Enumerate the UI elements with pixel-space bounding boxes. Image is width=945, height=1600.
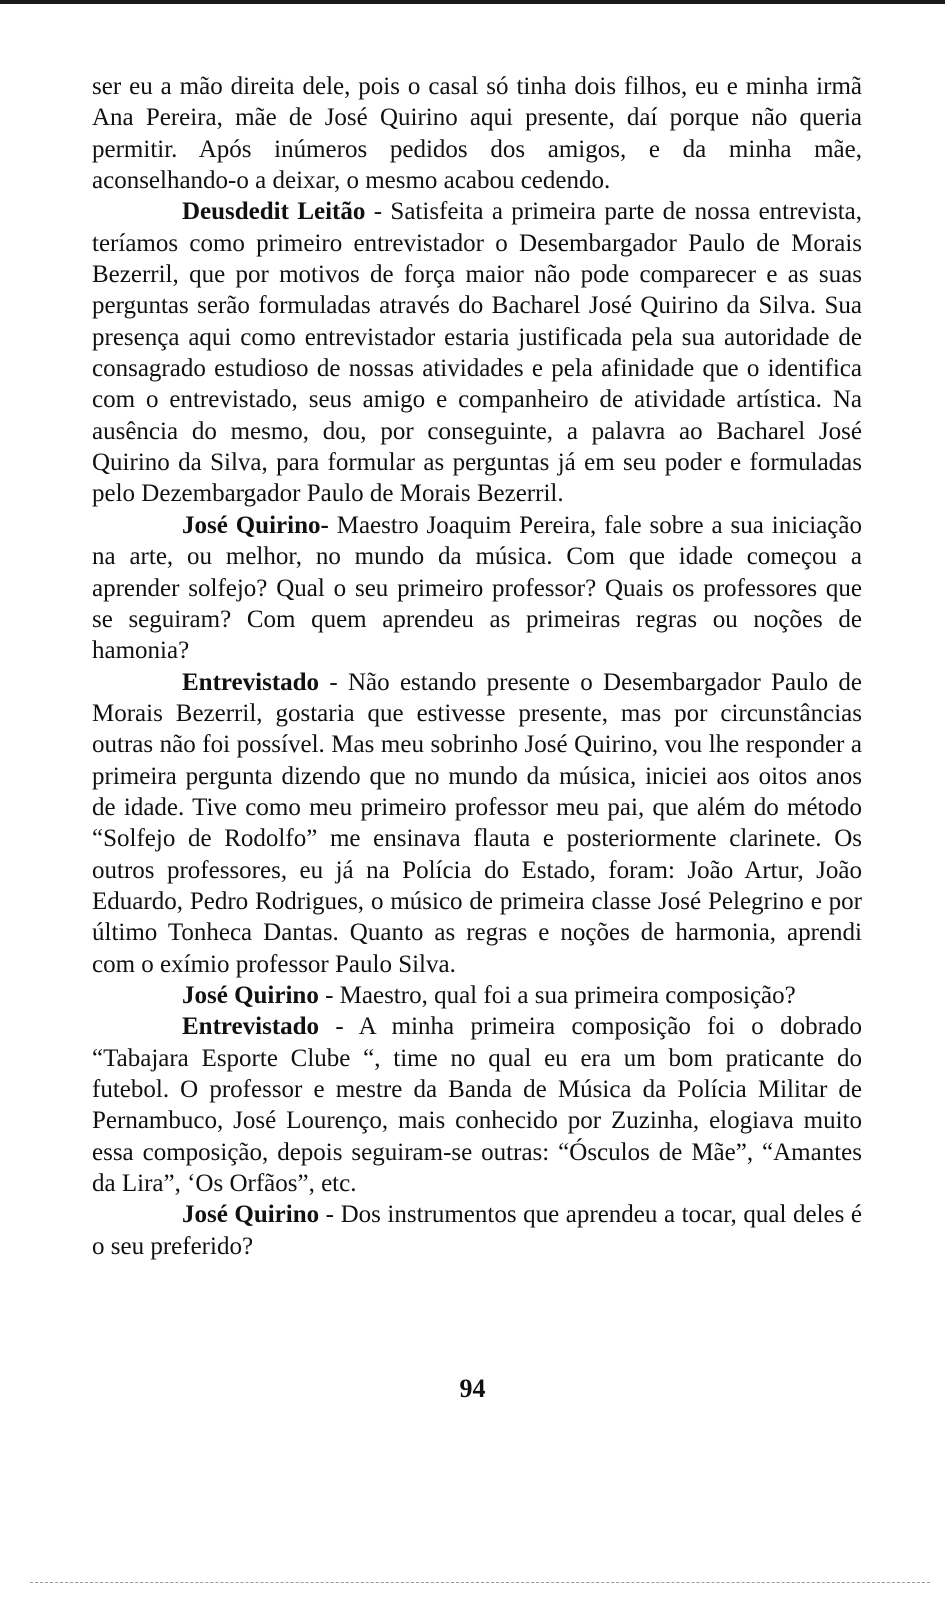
paragraph-text: - Dos instrumentos que aprendeu a tocar, qual deles é o seu preferido? [92,1201,862,1260]
paragraph-text: - A minha primeira composição foi o dobrado “Tabajara Esporte Clube “, time no qual eu era um bom praticante do futebol. O professor e mestre da Banda de Música da Polícia Militar de Pernambuco, José Lourenço, mais conhecido por Zuzinha, elogiava muito essa composição, depois seguiram-se outras: “Ósculos de Mãe”, “Amantes da Lira”, ‘Os Orfãos”, etc. [92,1013,862,1198]
paragraph-text: - Satisfeita a primeira parte de nossa entrevista, teríamos como primeiro entrevistador o Desembargador Paulo de Morais Bezerril, que por motivos de força maior não pode comparecer e as suas perguntas serão formuladas através do Bacharel José Quirino da Silva. Sua presença aqui como entrevistador estaria justificada pela sua autoridade de consagrado estudioso de nossas atividades e pela afinidade que o identifica com o entrevistado, seus amigo e companheiro de atividade artística. Na ausência do mesmo, dou, por conseguinte, a palavra ao Bacharel José Quirino da Silva, para formular as perguntas já em seu poder e formuladas pelo Dezembargador Paulo de Morais Bezerril. [92,198,862,508]
paragraph-deusdedit-leitao [92,196,862,509]
paragraph-text: - Maestro, qual foi a sua primeira composição? [318,981,796,1009]
paragraph-jose-quirino-question-3 [92,1199,862,1262]
paragraph-text: Maestro Joaquim Pereira, fale sobre a sua iniciação na arte, ou melhor, no mundo da música. Com que idade começou a aprender solfejo? Qual o seu primeiro professor? Quais os professores que se seguiram? Com quem aprendeu as primeiras regras ou noções de hamonia? [92,511,862,665]
paragraph-entrevistado-answer-2 [92,1011,862,1199]
paragraph-jose-quirino-question-2 [92,980,862,1011]
speaker-name: José Quirino [182,1201,320,1229]
paragraph-entrevistado-answer-1 [92,667,862,980]
speaker-name: Deusdedit Leitão [182,198,366,226]
paragraph-continuation [92,71,862,196]
speaker-name: Entrevistado [182,668,320,696]
speaker-name: José Quirino [182,981,319,1009]
speaker-name: Entrevistado [182,1013,320,1041]
paragraph-jose-quirino-question-1 [92,510,862,667]
page-body [92,71,862,1262]
paragraph-text: - Não estando presente o Desembargador Paulo de Morais Bezerril, gostaria que estivesse presente, mas por circunstâncias outras não foi possível. Mas meu sobrinho José Quirino, vou lhe responder a primeira pergunta dizendo que no mundo da música, iniciei aos oitos anos de idade. Tive como meu primeiro professor meu pai, que além do método “Solfejo de Rodolfo” me ensinava flauta e posteriormente clarinete. Os outros professores, eu já na Polícia do Estado, foram: João Artur, João Eduardo, Pedro Rodrigues, o músico de primeira classe José Pelegrino e por último Tonheca Dantas. Quanto as regras e noções de harmonia, aprendi com o exímio professor Paulo Silva. [92,668,862,978]
top-border-line [0,0,945,4]
bottom-scan-dashes [30,1582,930,1584]
speaker-name: José Quirino- [182,511,329,539]
page-number: 94 [459,1374,486,1403]
paragraph-text: ser eu a mão direita dele, pois o casal só tinha dois filhos, eu e minha irmã Ana Pereira, mãe de José Quirino aqui presente, daí porque não queria permitir. Após inúmeros pedidos dos amigos, e da minha mãe, aconselhando-o a deixar, o mesmo acabou cedendo. [92,73,862,195]
